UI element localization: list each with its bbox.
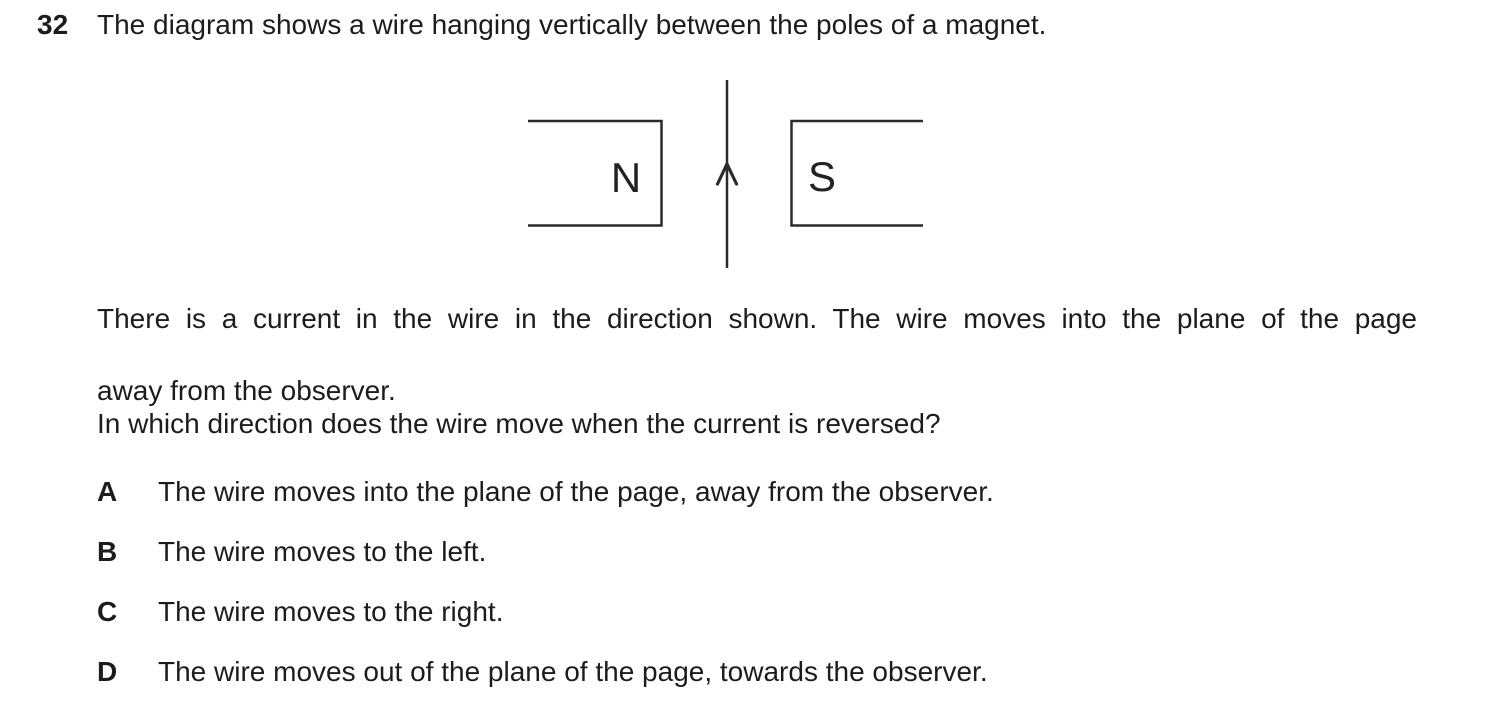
option-letter-a: A (97, 476, 118, 507)
option-text-a: The wire moves into the plane of the page, away from the observer. (158, 476, 994, 507)
option-row-c (97, 594, 1437, 630)
option-text-b: The wire moves to the left. (158, 536, 487, 567)
option-row-d (97, 654, 1437, 690)
option-row-b (97, 534, 1437, 570)
question-stem: The diagram shows a wire hanging vertically between the poles of a magnet. (97, 9, 1047, 40)
magnet-wire-diagram (500, 70, 950, 280)
question-prompt: In which direction does the wire move when the current is reversed? (97, 408, 941, 439)
south-pole-label: S (807, 153, 837, 200)
magnet-north-pole-outline (528, 121, 662, 226)
paragraph-line-2: away from the observer. (97, 375, 396, 406)
option-letter-c: C (97, 596, 118, 627)
question-number: 32 (37, 9, 69, 40)
option-text-c: The wire moves to the right. (158, 596, 504, 627)
option-letter-b: B (97, 536, 118, 567)
north-pole-label: N (610, 154, 642, 201)
option-row-a (97, 474, 1437, 510)
option-letter-d: D (97, 656, 118, 687)
option-text-d: The wire moves out of the plane of the page, towards the observer. (158, 656, 988, 687)
description-paragraph (97, 301, 1417, 409)
paragraph-line-1: There is a current in the wire in the direction shown. The wire moves into the plane of the page (97, 303, 1417, 334)
